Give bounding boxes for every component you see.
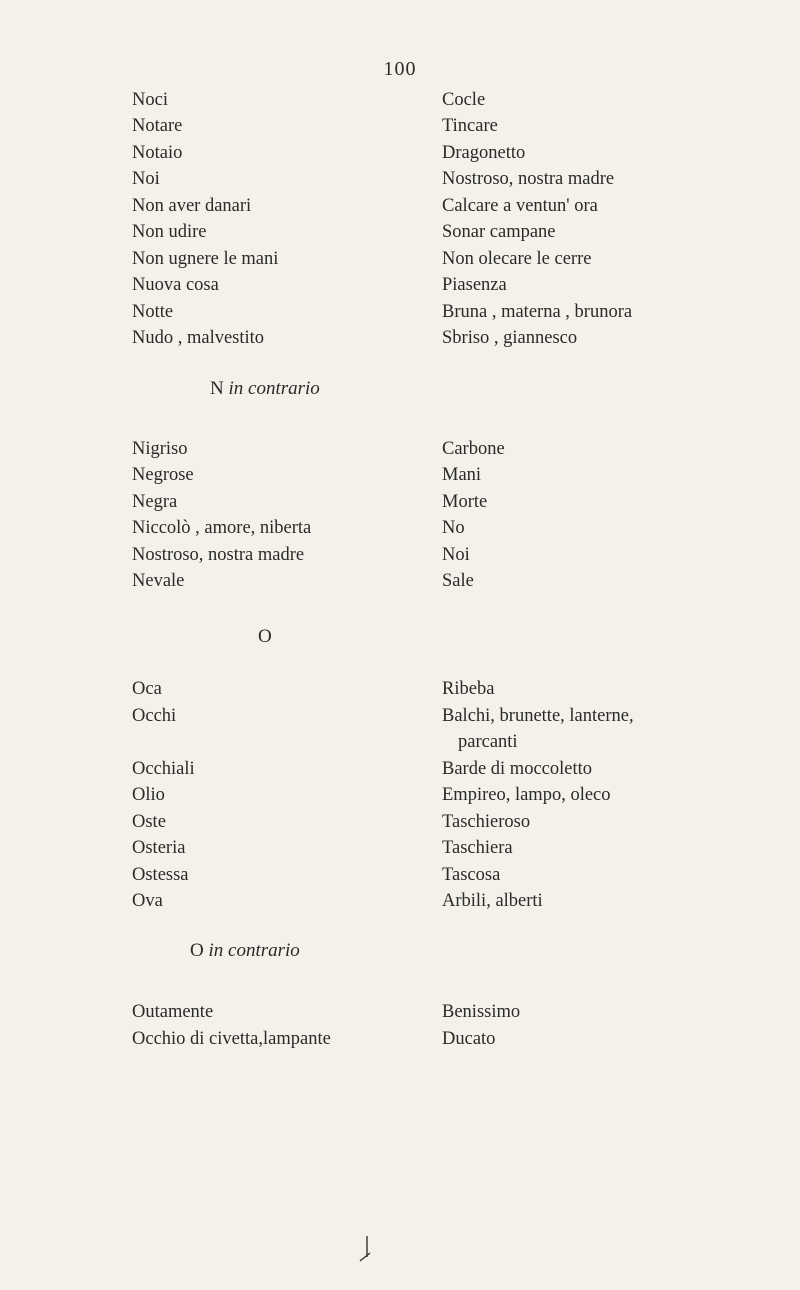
- entry-term: Nevale: [132, 571, 185, 591]
- entry-term: Occhiali: [132, 759, 195, 779]
- entry-translation: Cocle: [442, 90, 486, 110]
- entry-translation: Bruna , materna , brunora: [442, 302, 633, 322]
- entry-term: Non udire: [132, 222, 207, 242]
- heading-letter: O: [190, 940, 204, 961]
- entry-term: Non ugnere le mani: [132, 249, 279, 269]
- entry-term: Oste: [132, 812, 166, 832]
- entry-translation: Ducato: [442, 1029, 496, 1049]
- entry-term: Osteria: [132, 838, 186, 858]
- entry-term: Niccolò , amore, niberta: [132, 518, 312, 538]
- page-number: 100: [383, 58, 417, 80]
- entry-translation: Non olecare le cerre: [442, 249, 592, 269]
- entry-term: Noci: [132, 90, 168, 110]
- entry-term: Olio: [132, 785, 165, 805]
- entry-translation: Tincare: [442, 116, 498, 136]
- entry-term: Nigriso: [132, 439, 188, 459]
- entry-translation: Balchi, brunette, lanterne,: [442, 706, 634, 726]
- entry-translation: Tascosa: [442, 865, 501, 885]
- entry-translation-continued: parcanti: [458, 732, 518, 752]
- entry-term: Nostroso, nostra madre: [132, 545, 305, 565]
- entry-term: Oca: [132, 679, 162, 699]
- entry-translation: Morte: [442, 492, 488, 512]
- entry-term: Noi: [132, 169, 160, 189]
- entry-term: Negrose: [132, 465, 194, 485]
- entry-translation: Nostroso, nostra madre: [442, 169, 615, 189]
- entry-translation: Dragonetto: [442, 143, 526, 163]
- heading-letter: N: [210, 378, 224, 399]
- entry-term: Notte: [132, 302, 174, 322]
- entry-term: Nudo , malvestito: [132, 328, 265, 348]
- entry-translation: Taschieroso: [442, 812, 531, 832]
- entry-translation: No: [442, 518, 465, 538]
- section-heading-o: [258, 626, 272, 648]
- signature-mark-icon: [358, 1235, 372, 1263]
- entry-term: Occhio di civetta,lampante: [132, 1029, 331, 1049]
- entry-translation: Sbriso , giannesco: [442, 328, 578, 348]
- entry-term: Notaio: [132, 143, 183, 163]
- entry-translation: Arbili, alberti: [442, 891, 543, 911]
- entry-translation: Carbone: [442, 439, 505, 459]
- entry-term: Negra: [132, 492, 178, 512]
- entry-translation: Mani: [442, 465, 482, 485]
- entry-translation: Empireo, lampo, oleco: [442, 785, 611, 805]
- entry-translation: Ribeba: [442, 679, 495, 699]
- entry-translation: Benissimo: [442, 1002, 521, 1022]
- entry-term: Nuova cosa: [132, 275, 219, 295]
- entry-term: Outamente: [132, 1002, 214, 1022]
- entry-translation: Barde di moccoletto: [442, 759, 593, 779]
- entry-term: Notare: [132, 116, 183, 136]
- heading-suffix: in contrario: [208, 940, 300, 961]
- entry-term: Ostessa: [132, 865, 189, 885]
- section-heading-n-contrario: [210, 378, 320, 400]
- heading-suffix: in contrario: [228, 378, 320, 399]
- entry-translation: Piasenza: [442, 275, 507, 295]
- entry-translation: Sale: [442, 571, 474, 591]
- entry-term: Occhi: [132, 706, 177, 726]
- entry-term: Non aver danari: [132, 196, 252, 216]
- entry-translation: Calcare a ventun' ora: [442, 196, 598, 216]
- section-heading-o-contrario: [190, 940, 300, 962]
- entry-translation: Taschiera: [442, 838, 513, 858]
- heading-letter: O: [258, 626, 272, 647]
- entry-term: Ova: [132, 891, 163, 911]
- entry-translation: Sonar campane: [442, 222, 556, 242]
- entry-translation: Noi: [442, 545, 470, 565]
